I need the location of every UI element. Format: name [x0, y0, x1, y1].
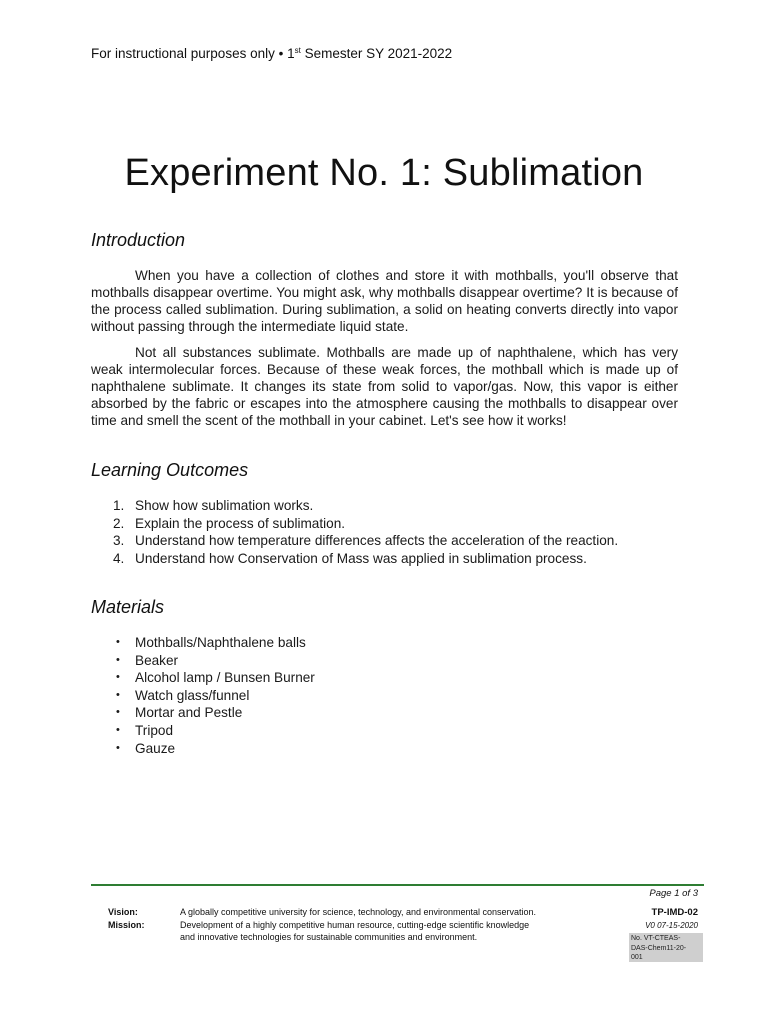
document-control-stamp: [629, 933, 703, 962]
list-item: [91, 497, 618, 515]
list-item-text: Watch glass/funnel: [135, 687, 250, 703]
materials-list: [91, 634, 315, 757]
introduction-paragraph-2-text: Not all substances sublimate. Mothballs are made up of naphthalene, which has very weak intermolecular forces. Because of these weak forces, the mothball which is made up of naphthalene sublimate. It changes its state from solid to vapor/gas. Now, this vapor is either absorbed by the fabric or escapes into the atmosphere causing the mothballs to disappear over time and smell the scent of the mothball in your cabinet. Let's see how it works!: [91, 345, 678, 428]
header-note-semester: Semester SY 2021-2022: [300, 46, 453, 61]
list-item: [91, 532, 618, 550]
list-item: [91, 669, 315, 687]
vision-text: A globally competitive university for science, technology, and environmental conservation.: [180, 907, 537, 917]
vision-label: Vision:: [108, 907, 138, 917]
introduction-paragraph-1-text: When you have a collection of clothes and store it with mothballs, you'll observe that mothballs disappear overtime. You might ask, why mothballs disappear overtime? It is because of the process called sublimation. During sublimation, a solid on heating converts directly into vapor without passing through the intermediate liquid state.: [91, 268, 678, 334]
list-item-text: Show how sublimation works.: [135, 498, 314, 513]
stamp-line-1: No. VT-CTEAS-: [631, 935, 681, 942]
list-item: [91, 740, 315, 758]
stamp-line-2: DAS-Chem11-20-: [631, 944, 687, 952]
list-item-text: Beaker: [135, 652, 179, 668]
footer-labels: [108, 906, 145, 931]
bullet: •: [116, 688, 120, 701]
list-item-text: Tripod: [135, 722, 174, 738]
page-number: Page 1 of 3: [649, 888, 698, 899]
list-item: [91, 704, 315, 722]
list-item: [91, 634, 315, 652]
list-item: [91, 515, 618, 533]
header-note-text: For instructional purposes only • 1: [91, 46, 295, 61]
list-item: [91, 687, 315, 705]
document-version: V0 07-15-2020: [645, 921, 698, 930]
list-item-number: 3.: [113, 533, 125, 549]
list-item: [91, 722, 315, 740]
introduction-heading: Introduction: [91, 230, 186, 250]
list-item-number: 2.: [113, 515, 125, 531]
learning-outcomes-list: [91, 497, 618, 567]
mission-text-line-2: and innovative technologies for sustainable communities and environment.: [180, 932, 478, 942]
bullet: •: [116, 706, 120, 719]
list-item-text: Understand how temperature differences affects the acceleration of the reaction.: [135, 533, 619, 549]
materials-heading: Materials: [91, 597, 165, 617]
list-item-text: Alcohol lamp / Bunsen Burner: [135, 670, 315, 686]
list-item-text: Understand how Conservation of Mass was applied in sublimation process.: [135, 550, 587, 566]
bullet: •: [116, 636, 120, 648]
bullet: •: [116, 653, 120, 666]
header-note: [91, 46, 452, 61]
document-code: TP-IMD-02: [651, 907, 698, 918]
bullet: •: [116, 741, 120, 754]
bullet: •: [116, 723, 120, 736]
list-item-number: 4.: [113, 550, 125, 566]
stamp-line-3: 001: [631, 954, 643, 961]
introduction-paragraph-1: [91, 267, 678, 335]
list-item-number: 1.: [113, 498, 125, 513]
list-item-text: Explain the process of sublimation.: [135, 515, 346, 531]
list-item-text: Mortar and Pestle: [135, 705, 243, 721]
list-item: [91, 550, 618, 568]
bullet: •: [116, 671, 120, 684]
mission-text-line-1: Development of a highly competitive human resource, cutting-edge scientific knowledge: [180, 919, 530, 930]
footer-divider: [91, 884, 704, 886]
list-item-text: Mothballs/Naphthalene balls: [135, 635, 306, 650]
list-item-text: Gauze: [135, 740, 176, 756]
introduction-paragraph-2: [91, 344, 678, 429]
list-item: [91, 652, 315, 670]
learning-outcomes-heading: Learning Outcomes: [91, 460, 249, 480]
mission-label: Mission:: [108, 919, 145, 930]
header-note-superscript: st: [294, 46, 301, 55]
footer-statements: [180, 906, 590, 944]
page-title: Experiment No. 1: Sublimation: [124, 152, 644, 194]
